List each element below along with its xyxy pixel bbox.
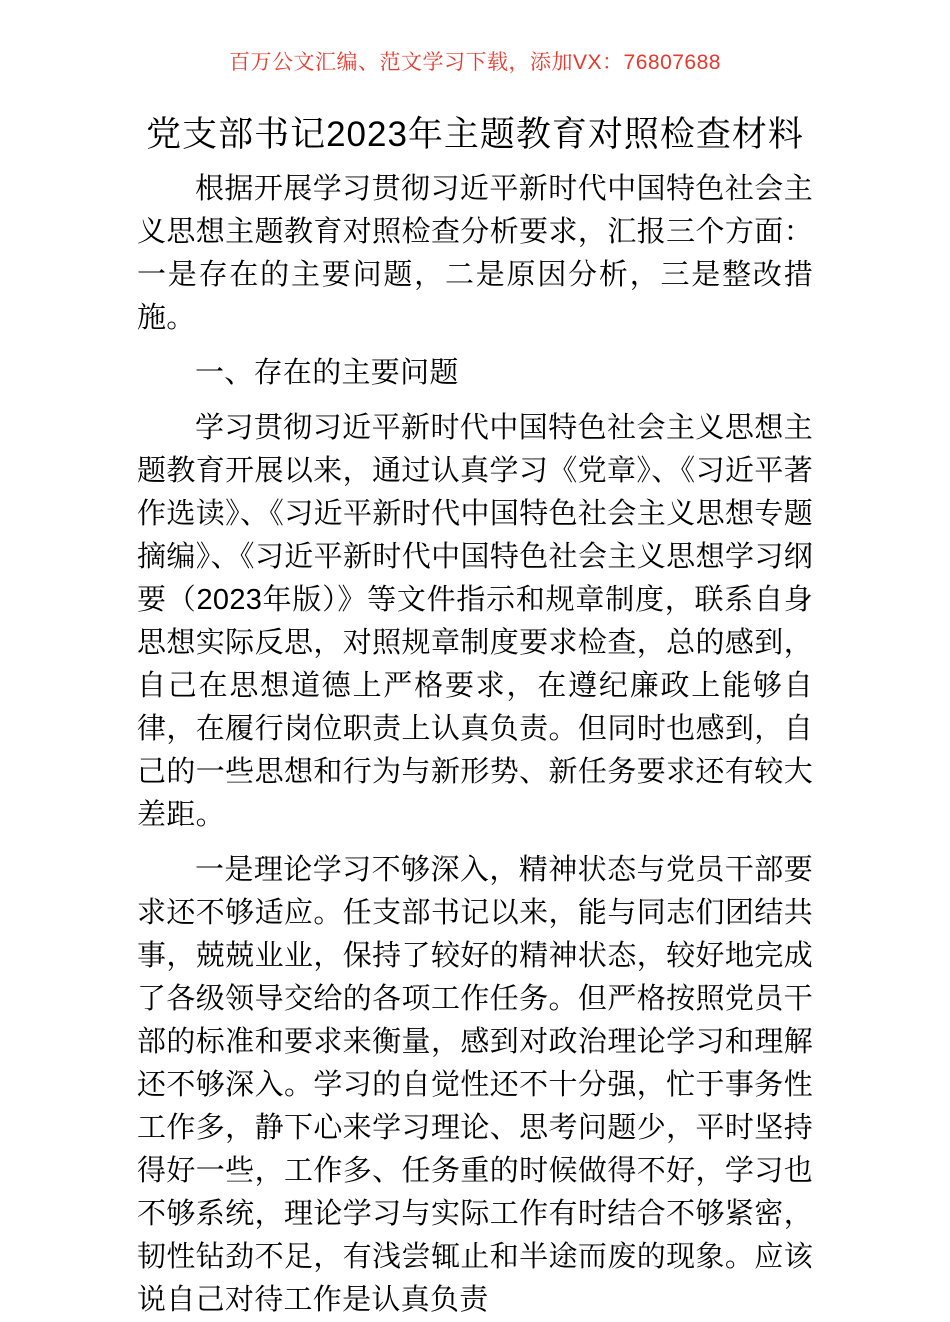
document-title: 党支部书记2023年主题教育对照检查材料	[146, 115, 804, 154]
promo-banner	[137, 50, 813, 76]
paragraph-problem-one: 一是理论学习不够深入，精神状态与党员干部要求还不够适应。任支部书记以来，能与同志们团结共事，兢兢业业，保持了较好的精神状态，较好地完成了各级领导交给的各项工作任务。但严格按照党员干部的标准和要求来衡量，感到对政治理论学习和理解还不够深入。学习的自觉性还不十分强，忙于事务性工作多，静下心来学习理论、思考问题少，平时坚持得好一些，工作多、任务重的时候做得不好，学习也不够系统，理论学习与实际工作有时结合不够紧密，韧性钻劲不足，有浅尝辄止和半途而废的现象。应该说自己对待工作是认真负责	[137, 854, 813, 1316]
paragraph-study-overview: 学习贯彻习近平新时代中国特色社会主义思想主题教育开展以来，通过认真学习《党章》、《习近平著作选读》、《习近平新时代中国特色社会主义思想专题摘编》、《习近平新时代中国特色社会主义思想学习纲要（2023年版）》等文件指示和规章制度，联系自身思想实际反思，对照规章制度要求检查，总的感到，自己在思想道德上严格要求，在遵纪廉政上能够自律，在履行岗位职责上认真负责。但同时也感到，自己的一些思想和行为与新形势、新任务要求还有较大差距。	[137, 412, 813, 831]
promo-banner-text: 百万公文汇编、范文学习下载，添加VX：76807688	[229, 51, 721, 74]
section-heading-main-problems: 一、存在的主要问题	[195, 357, 459, 389]
document-body	[137, 168, 813, 1322]
paragraph-intro: 根据开展学习贯彻习近平新时代中国特色社会主义思想主题教育对照检查分析要求，汇报三个方面：一是存在的主要问题，二是原因分析，三是整改措施。	[137, 173, 813, 334]
